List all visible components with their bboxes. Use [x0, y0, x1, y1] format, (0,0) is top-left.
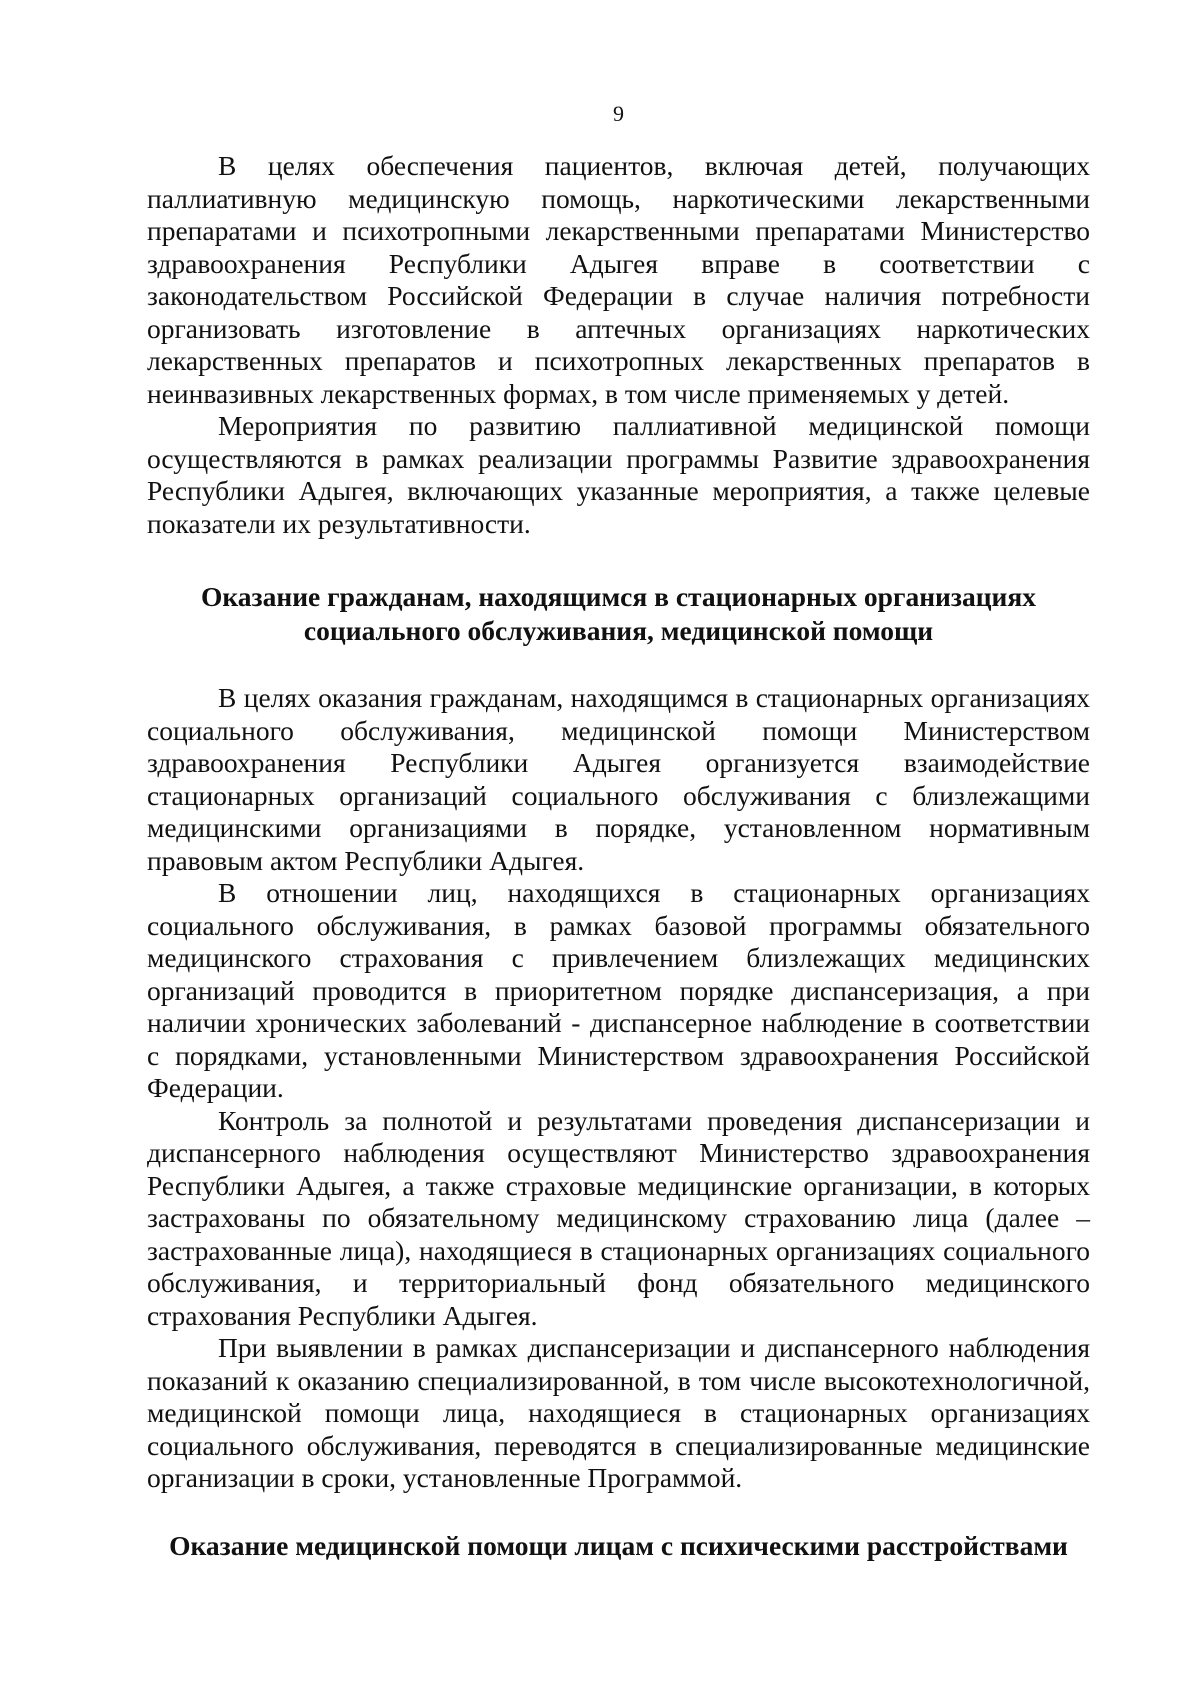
paragraph-control-of-examination: Контроль за полнотой и результатами проведения диспансеризации и диспансерного наблюдения осуществляют Министерство здравоохранения Республики Адыгея, а также страховые медицинские организации, в которых застрахованы по обязательному медицинскому страхованию лица (далее – застрахованные лица), находящиеся в стационарных организациях социального обслуживания, и территориальный фонд обязательного медицинского страхования Республики Адыгея.: [147, 1104, 1090, 1331]
section-heading-social-service-care: [147, 580, 1090, 648]
section-heading-line-1: Оказание гражданам, находящимся в стационарных организациях: [200, 581, 1037, 612]
paragraph-interaction-organization: В целях оказания гражданам, находящимся в стационарных организациях социального обслуживания, медицинской помощи Министерством здравоохранения Республики Адыгея организуется взаимодействие стационарных организаций социального обслуживания с близлежащими медицинскими организациями в порядке, установленном нормативным правовым актом Республики Адыгея.: [147, 682, 1090, 876]
section-heading-mental-disorders: Оказание медицинской помощи лицам с психическими расстройствами: [169, 1529, 1068, 1561]
paragraph-specialized-care-transfer: При выявлении в рамках диспансеризации и диспансерного наблюдения показаний к оказанию специализированной, в том числе высокотехнологичной, медицинской помощи лица, находящиеся в стационарных организациях социального обслуживания, переводятся в специализированные медицинские организации в сроки, установленные Программой.: [147, 1332, 1090, 1493]
paragraph-dispensary-examination: В отношении лиц, находящихся в стационарных организациях социального обслуживания, в рамках базовой программы обязательного медицинского страхования с привлечением близлежащих медицинских организаций проводится в приоритетном порядке диспансеризация, а при наличии хронических заболеваний - диспансерное наблюдение в соответствии с порядками, установленными Министерством здравоохранения Российской Федерации.: [147, 877, 1090, 1103]
document-page: [147, 100, 1090, 1597]
page-number: 9: [613, 101, 624, 126]
paragraph-palliative-care-measures: Мероприятия по развитию паллиативной медицинской помощи осуществляются в рамках реализации программы Развитие здравоохранения Республики Адыгея, включающих указанные мероприятия, а также целевые показатели их результативности.: [147, 410, 1090, 539]
paragraph-narcotic-drugs-provision: В целях обеспечения пациентов, включая детей, получающих паллиативную медицинскую помощь, наркотическими лекарственными препаратами и психотропными лекарственными препаратами Министерство здравоохранения Республики Адыгея вправе в соответствии с законодательством Российской Федерации в случае наличия потребности организовать изготовление в аптечных организациях наркотических лекарственных препаратов и психотропных лекарственных препаратов в неинвазивных лекарственных формах, в том числе применяемых у детей.: [147, 150, 1090, 409]
section-heading-line-2: социального обслуживания, медицинской помощи: [303, 615, 934, 646]
